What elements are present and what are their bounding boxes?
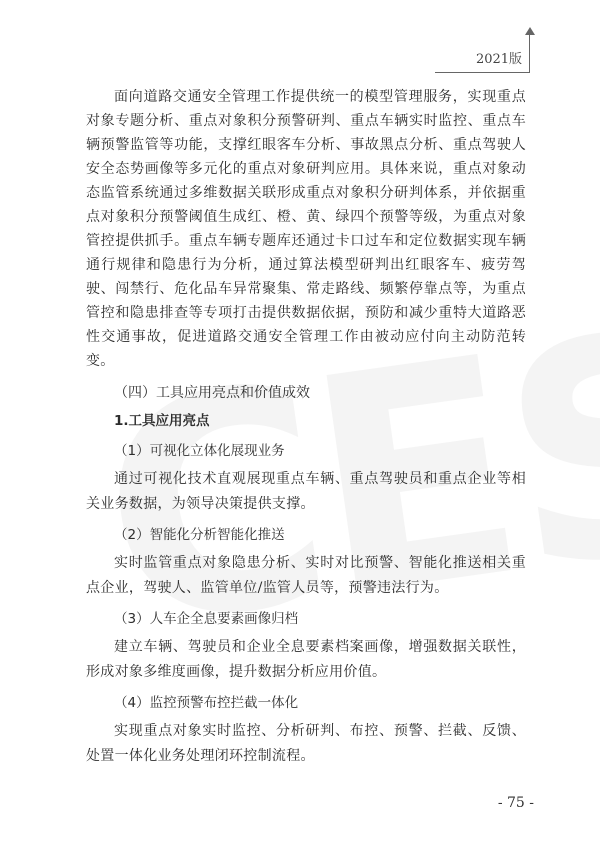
page-content <box>86 85 526 769</box>
item-body: 通过可视化技术直观展现重点车辆、重点驾驶员和重点企业等相关业务数据，为领导决策提供支撑。 <box>86 471 526 512</box>
item-title: （3）人车企全息要素画像归档 <box>114 611 299 627</box>
header-arrow-icon <box>525 27 535 35</box>
item-title: （1）可视化立体化展现业务 <box>114 443 285 459</box>
page-number: - 75 - <box>497 795 534 811</box>
item-body: 实现重点对象实时监控、分析研判、布控、预警、拦截、反馈、处置一体化业务处理闭环控制流程。 <box>86 723 526 764</box>
header-horizontal-line <box>435 72 530 73</box>
section-heading: （四）工具应用亮点和价值成效 <box>114 385 310 401</box>
item-title: （2）智能化分析智能化推送 <box>114 527 285 543</box>
item-title: （4）监控预警布控拦截一体化 <box>114 695 299 711</box>
header-edition: 2021版 <box>475 52 523 67</box>
item-body: 建立车辆、驾驶员和企业全息要素档案画像，增强数据关联性，形成对象多维度画像，提升数据分析应用价值。 <box>86 639 526 680</box>
item-body: 实时监管重点对象隐患分析、实时对比预警、智能化推送相关重点企业，驾驶人、监管单位/监管人员等，预警违法行为。 <box>86 555 526 596</box>
intro-paragraph: 面向道路交通安全管理工作提供统一的模型管理服务，实现重点对象专题分析、重点对象积分预警研判、重点车辆实时监控、重点车辆预警监管等功能，支撑红眼客车分析、事故黑点分析、重点驾驶人安全态势画像等多元化的重点对象研判应用。具体来说，重点对象动态监管系统通过多维数据关联形成重点对象积分研判体系，并依据重点对象积分预警阈值生成红、橙、黄、绿四个预警等级，为重点对象管控提供抓手。重点车辆专题库还通过卡口过车和定位数据实现车辆通行规律和隐患行为分析，通过算法模型研判出红眼客车、疲劳驾驶、闯禁行、危化品车异常聚集、常走路线、频繁停靠点等，为重点管控和隐患排查等专项打击提供数据依据，预防和减少重特大道路恶性交通事故，促进道路交通安全管理工作由被动应付向主动防范转变。 <box>86 89 526 369</box>
header-vertical-line <box>529 34 530 72</box>
sub-heading: 1.工具应用亮点 <box>114 413 210 429</box>
